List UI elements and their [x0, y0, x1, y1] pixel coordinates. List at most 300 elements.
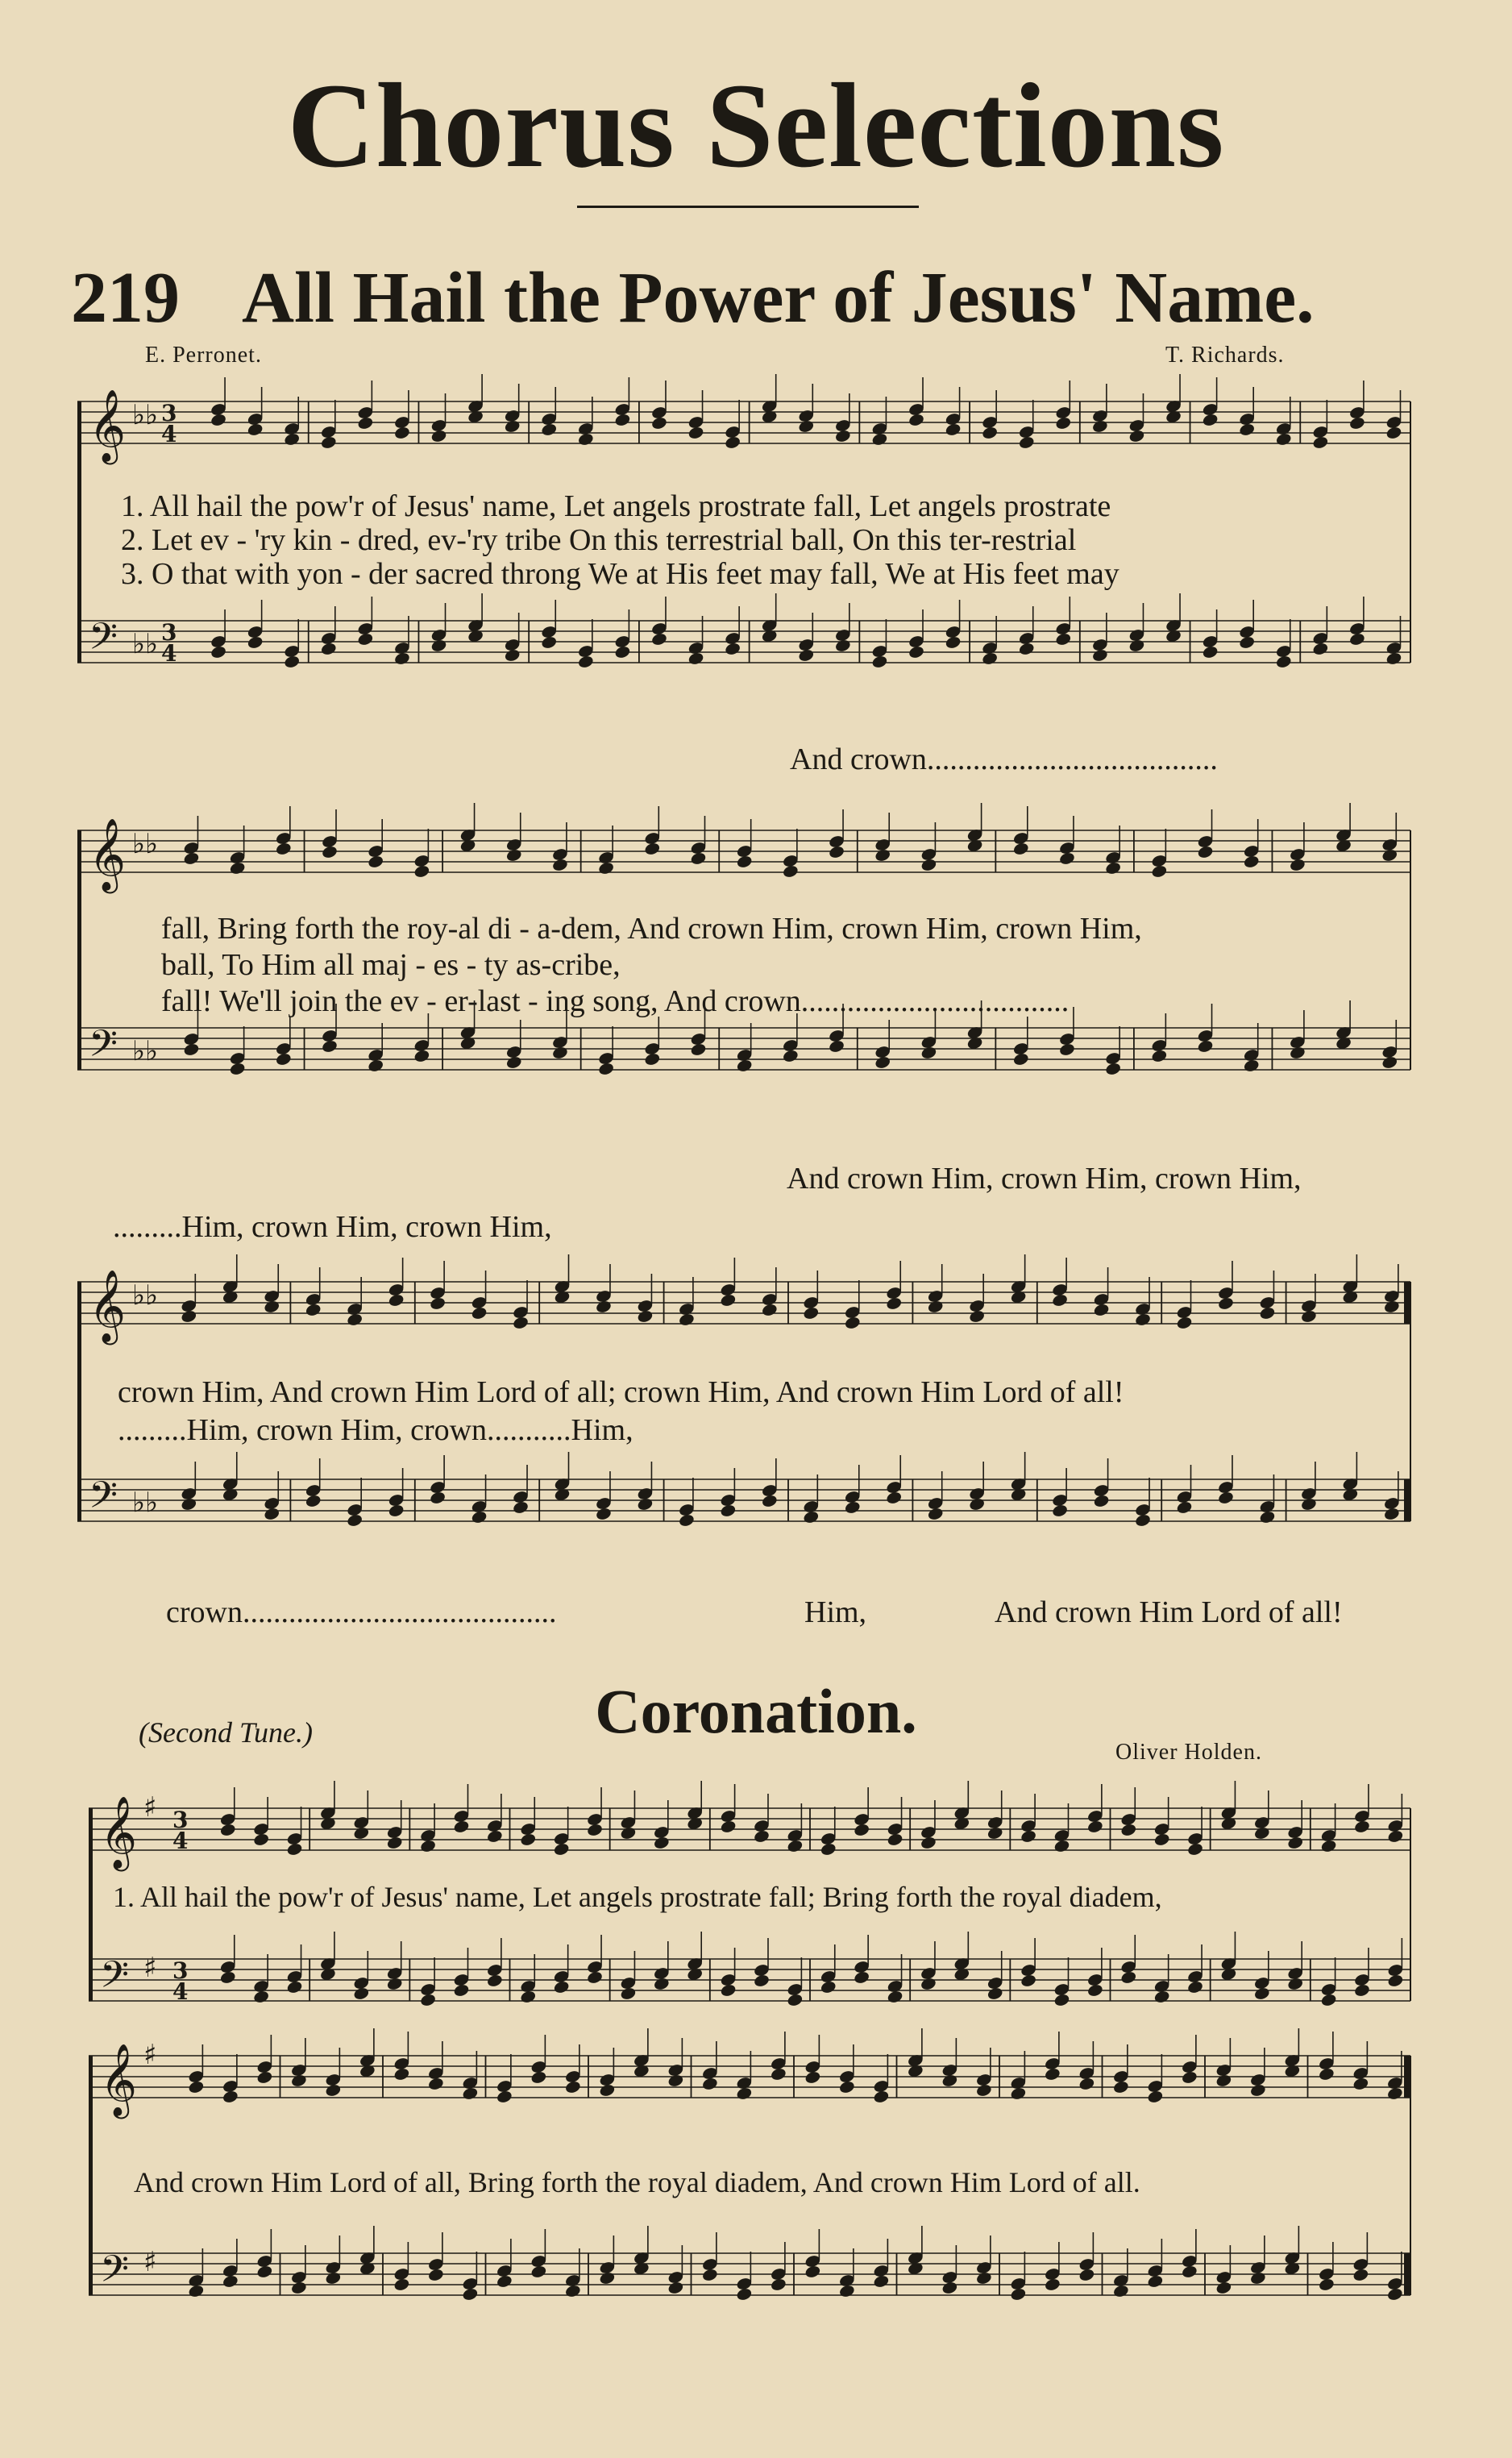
note — [720, 1948, 737, 1998]
note — [1284, 2028, 1301, 2078]
note — [1335, 803, 1352, 853]
note — [1165, 374, 1182, 424]
note — [467, 593, 484, 643]
time-signature: 3 — [172, 1957, 189, 1984]
note — [429, 1261, 446, 1311]
note — [981, 390, 998, 440]
note — [644, 806, 661, 856]
note — [357, 597, 374, 647]
key-signature: ♭♭ — [132, 1035, 159, 1067]
note — [462, 2051, 479, 2101]
note — [586, 1935, 603, 1985]
time-signature: 4 — [172, 1828, 189, 1854]
note — [284, 619, 301, 669]
note — [210, 609, 226, 659]
note — [284, 397, 301, 447]
tune-composer: Oliver Holden. — [1115, 1740, 1262, 1765]
note — [1176, 1280, 1193, 1330]
note — [305, 1458, 322, 1508]
music-credit: T. Richards. — [1165, 343, 1285, 368]
note — [1078, 2232, 1095, 2282]
note — [577, 619, 594, 669]
system-brace — [77, 830, 81, 1070]
time-signature: 3 — [161, 400, 177, 426]
note — [1385, 616, 1402, 666]
final-bar-line — [1404, 2253, 1410, 2295]
note — [981, 616, 998, 666]
note — [770, 2242, 787, 2292]
note — [1010, 1254, 1027, 1304]
note — [393, 2242, 410, 2292]
note — [505, 813, 522, 863]
note — [252, 1954, 269, 2004]
note — [1381, 813, 1398, 863]
note — [290, 2038, 307, 2088]
note — [620, 1790, 637, 1840]
note — [486, 1938, 503, 1988]
bass-clef-icon: 𝄢 — [100, 2248, 130, 2300]
note — [927, 1264, 944, 1314]
key-signature: ♭♭ — [132, 828, 159, 860]
note — [887, 1797, 903, 1847]
note — [275, 1017, 292, 1067]
note — [564, 2248, 581, 2298]
note — [1284, 2226, 1301, 2276]
note — [1055, 597, 1072, 647]
note — [1104, 826, 1121, 875]
note — [1259, 1474, 1276, 1524]
note — [908, 377, 924, 427]
note — [1010, 2252, 1027, 2302]
note — [530, 2229, 547, 2279]
note — [687, 390, 704, 440]
note — [564, 2044, 581, 2094]
note — [1112, 2044, 1129, 2094]
note — [256, 2229, 273, 2279]
note — [541, 600, 558, 650]
note — [1165, 593, 1182, 643]
note — [1086, 1948, 1103, 1998]
note — [908, 609, 924, 659]
note — [1055, 381, 1072, 430]
note — [886, 1455, 903, 1505]
note — [1153, 1797, 1170, 1847]
treble-clef-icon: 𝄞 — [89, 389, 127, 462]
final-bar-line — [1404, 1282, 1410, 1324]
note — [1010, 1452, 1027, 1502]
note — [782, 829, 799, 879]
note — [1385, 390, 1402, 440]
note — [945, 600, 962, 650]
time-signature: 3 — [161, 619, 177, 646]
note — [357, 381, 374, 430]
note — [820, 1807, 837, 1857]
note — [953, 1781, 970, 1831]
key-signature: ♭♭ — [132, 1487, 159, 1519]
note — [1275, 397, 1292, 447]
note — [388, 1468, 405, 1518]
treble-clef-icon: 𝄞 — [89, 818, 127, 891]
note — [720, 1258, 737, 1308]
note — [1093, 1458, 1110, 1508]
note — [966, 803, 983, 853]
system-brace — [77, 401, 81, 663]
note — [1012, 1017, 1029, 1067]
note — [633, 2226, 650, 2276]
note — [650, 381, 667, 430]
note — [687, 1781, 704, 1831]
note — [430, 603, 447, 653]
note — [1012, 806, 1029, 856]
note — [1202, 377, 1219, 427]
note — [1383, 1264, 1400, 1314]
note — [803, 1271, 820, 1320]
note — [907, 2226, 924, 2276]
note — [1259, 1271, 1276, 1320]
note — [907, 2028, 924, 2078]
note — [359, 2226, 376, 2276]
note — [1120, 1787, 1137, 1837]
note — [1051, 1258, 1068, 1308]
note — [871, 619, 888, 669]
note — [1104, 1026, 1121, 1076]
note — [1197, 809, 1214, 859]
note — [637, 1462, 654, 1512]
note — [1335, 1000, 1352, 1050]
note — [838, 2248, 855, 2298]
note — [736, 819, 753, 869]
note — [319, 1781, 336, 1831]
note — [1348, 381, 1365, 430]
note — [968, 1462, 985, 1512]
note — [874, 813, 891, 863]
note — [1249, 2235, 1266, 2285]
note — [753, 1938, 770, 1988]
upper-cue-lyric: .........Him, crown Him, crown Him, — [113, 1210, 552, 1244]
note — [1275, 619, 1292, 669]
note — [761, 593, 778, 643]
note — [577, 397, 594, 447]
note — [828, 809, 845, 859]
note — [787, 1957, 804, 2007]
note — [1287, 1941, 1304, 1991]
note — [1120, 1935, 1137, 1985]
note — [804, 2035, 821, 2085]
note — [586, 1787, 603, 1837]
note — [1181, 2229, 1198, 2279]
note — [453, 1948, 470, 1998]
note — [1348, 597, 1365, 647]
system-brace — [89, 2056, 93, 2295]
note — [1134, 1277, 1151, 1327]
note — [720, 1468, 737, 1518]
note — [953, 1932, 970, 1982]
note — [319, 1932, 336, 1982]
time-signature: 4 — [161, 640, 177, 667]
note — [1342, 1452, 1359, 1502]
note — [453, 1784, 470, 1834]
lyric-verse-1: 1. All hail the pow'r of Jesus' name, Let angels prostrate fall, Let angels prostrate — [121, 489, 1111, 523]
lyric-verse-2: 2. Let ev - 'ry kin - dred, ev-'ry tribe On this terrestrial ball, On this ter-restrial — [121, 523, 1077, 557]
bass-clef-icon: 𝄢 — [89, 1022, 118, 1075]
bass-clef-icon: 𝄢 — [89, 615, 118, 668]
note — [1217, 1455, 1234, 1505]
note — [853, 1935, 870, 1985]
lyric-verse-1: fall, Bring forth the roy-al di - a-dem, And crown Him, crown Him, crown Him, — [161, 912, 1142, 946]
note — [1151, 829, 1168, 879]
treble-clef-icon: 𝄞 — [100, 2044, 138, 2116]
note — [941, 2038, 958, 2088]
note — [554, 1452, 571, 1502]
note — [388, 1258, 405, 1308]
note — [761, 1458, 778, 1508]
note — [887, 1954, 903, 2004]
key-signature: ♯ — [143, 2039, 157, 2071]
note — [368, 1023, 384, 1073]
note — [471, 1271, 488, 1320]
note — [633, 2028, 650, 2078]
note — [844, 1280, 861, 1330]
note — [644, 1017, 661, 1067]
note — [368, 819, 384, 869]
note — [393, 390, 410, 440]
second-tune-label: (Second Tune.) — [139, 1716, 313, 1749]
note — [181, 1462, 197, 1512]
hymn-title: All Hail the Power of Jesus' Name. — [242, 258, 1315, 338]
note — [520, 1797, 537, 1847]
note — [496, 2054, 513, 2104]
note — [393, 2032, 410, 2082]
note — [787, 1803, 804, 1853]
note — [1010, 2051, 1027, 2101]
note — [687, 1932, 704, 1982]
lyric-verse-3: fall! We'll join the ev - er-last - ing song, And crown................................... — [161, 984, 1070, 1018]
note — [1220, 1781, 1237, 1831]
note — [321, 809, 338, 859]
note — [886, 1261, 903, 1311]
key-signature: ♯ — [143, 2246, 157, 2278]
tune-title: Coronation. — [595, 1676, 917, 1746]
key-signature: ♭♭ — [132, 628, 159, 660]
final-bar-line — [1404, 1479, 1410, 1521]
note — [462, 2252, 479, 2302]
note — [222, 1254, 239, 1304]
note — [222, 1452, 239, 1502]
bass-lyric-right: And crown Him Lord of all! — [995, 1595, 1343, 1629]
note — [359, 2028, 376, 2078]
note — [1128, 603, 1145, 653]
note — [687, 616, 704, 666]
note — [975, 2235, 992, 2285]
note — [188, 2044, 205, 2094]
note — [597, 826, 614, 875]
note — [678, 1478, 695, 1528]
note — [1386, 2252, 1403, 2302]
note — [219, 1787, 236, 1837]
note — [1243, 819, 1260, 869]
note — [595, 1264, 612, 1314]
note — [419, 1957, 436, 2007]
key-signature: ♯ — [143, 1952, 157, 1984]
note — [1353, 1948, 1370, 1998]
treble-clef-icon: 𝄞 — [89, 1270, 127, 1342]
note — [1312, 400, 1329, 450]
note — [1387, 1938, 1404, 1988]
lyric-verse-3: 3. O that with yon - der sacred throng We at His feet may fall, We at His feet may — [121, 557, 1119, 591]
bass-clef-icon: 𝄢 — [89, 1474, 118, 1526]
note — [1091, 384, 1108, 434]
note — [353, 1790, 370, 1840]
time-signature: 3 — [172, 1807, 189, 1833]
note — [724, 400, 741, 450]
note — [229, 1026, 246, 1076]
note — [1386, 2051, 1403, 2101]
bass-lyric: And crown Him, crown Him, crown Him, — [787, 1162, 1302, 1196]
note — [1239, 600, 1256, 650]
bass-clef-icon: 𝄢 — [100, 1953, 130, 2006]
note — [804, 2229, 821, 2279]
note — [873, 2054, 890, 2104]
note — [770, 2032, 787, 2082]
note — [1289, 1010, 1306, 1060]
note — [1186, 1807, 1203, 1857]
note — [1112, 2248, 1129, 2298]
lyric-line-2: .........Him, crown Him, crown...........Him, — [118, 1413, 633, 1447]
note — [987, 1790, 1003, 1840]
note — [346, 1478, 363, 1528]
note — [599, 2235, 616, 2285]
lyric-verse-2: ball, To Him all maj - es - ty as-cribe, — [161, 948, 621, 982]
note — [1217, 1261, 1234, 1311]
hymn-number: 219 — [71, 258, 180, 338]
note — [427, 2232, 444, 2282]
note — [393, 616, 410, 666]
note — [1197, 1004, 1214, 1054]
note — [1053, 1957, 1070, 2007]
note — [720, 1784, 737, 1834]
note — [838, 2044, 855, 2094]
note — [467, 374, 484, 424]
note — [504, 384, 521, 434]
note — [1318, 2242, 1335, 2292]
note — [1086, 1784, 1103, 1834]
note — [667, 2038, 684, 2088]
note — [419, 1803, 436, 1853]
title-divider — [577, 206, 919, 208]
note — [920, 1941, 937, 1991]
note — [614, 377, 631, 427]
note — [1300, 1462, 1317, 1512]
note — [597, 1026, 614, 1076]
note — [736, 2252, 753, 2302]
note — [413, 829, 430, 879]
note — [1202, 609, 1219, 659]
note — [325, 2235, 342, 2285]
note — [853, 1787, 870, 1837]
note — [346, 1277, 363, 1327]
note — [736, 1023, 753, 1073]
note — [1342, 1254, 1359, 1304]
note — [1181, 2035, 1198, 2085]
note — [1243, 1023, 1260, 1073]
key-signature: ♭♭ — [132, 399, 159, 431]
note — [736, 2051, 753, 2101]
note — [1318, 2032, 1335, 2082]
note — [1253, 1790, 1270, 1840]
note — [275, 806, 292, 856]
bass-cue-lyric: And crown...................................... — [790, 742, 1218, 776]
note — [798, 384, 815, 434]
system-brace — [89, 1808, 93, 2001]
note — [1134, 1478, 1151, 1528]
note — [1051, 1468, 1068, 1518]
lyric-line-1: crown Him, And crown Him Lord of all; crown Him, And crown Him Lord of all! — [118, 1375, 1124, 1409]
lyric-line-1: 1. All hail the pow'r of Jesus' name, Let angels prostrate fall; Bring forth the royal diadem, — [113, 1881, 1162, 1913]
note — [1018, 400, 1035, 450]
note — [530, 2035, 547, 2085]
lyric-line-2: And crown Him Lord of all, Bring forth the royal diadem, And crown Him Lord of all. — [134, 2166, 1140, 2198]
note — [386, 1941, 403, 1991]
note — [229, 826, 246, 875]
note — [554, 1254, 571, 1304]
note — [614, 609, 631, 659]
note — [429, 1455, 446, 1505]
final-bar-line — [1404, 2056, 1410, 2098]
note — [871, 397, 888, 447]
note — [553, 1807, 570, 1857]
note — [653, 1941, 670, 1991]
note — [1320, 1803, 1337, 1853]
note — [520, 1954, 537, 2004]
note — [286, 1807, 303, 1857]
note — [1153, 1954, 1170, 2004]
note — [1352, 2232, 1369, 2282]
note — [219, 1935, 236, 1985]
time-signature: 4 — [172, 1978, 189, 2005]
note — [701, 2232, 718, 2282]
note — [1353, 1784, 1370, 1834]
bass-lyric-mid: Him, — [804, 1595, 867, 1629]
note — [471, 1474, 488, 1524]
note — [264, 1264, 280, 1314]
words-credit: E. Perronet. — [145, 343, 262, 368]
note — [834, 603, 851, 653]
note — [459, 803, 476, 853]
note — [1320, 1957, 1337, 2007]
note — [252, 1797, 269, 1847]
note — [188, 2248, 205, 2298]
page-title: Chorus Selections — [287, 59, 1225, 193]
staff — [89, 2253, 1410, 2295]
system-brace — [77, 1282, 81, 1521]
note — [1044, 2242, 1061, 2292]
note — [256, 2035, 273, 2085]
bass-lyric-left: crown......................................... — [166, 1595, 557, 1629]
note — [320, 400, 337, 450]
note — [1053, 1803, 1070, 1853]
staff — [89, 1959, 1410, 2001]
time-signature: 4 — [161, 421, 177, 447]
note — [1020, 1938, 1036, 1988]
note — [222, 2054, 239, 2104]
key-signature: ♯ — [143, 1791, 157, 1824]
note — [247, 600, 264, 650]
note — [512, 1280, 529, 1330]
note — [761, 374, 778, 424]
staff — [89, 1808, 1410, 1850]
note — [803, 1474, 820, 1524]
note — [678, 1277, 695, 1327]
